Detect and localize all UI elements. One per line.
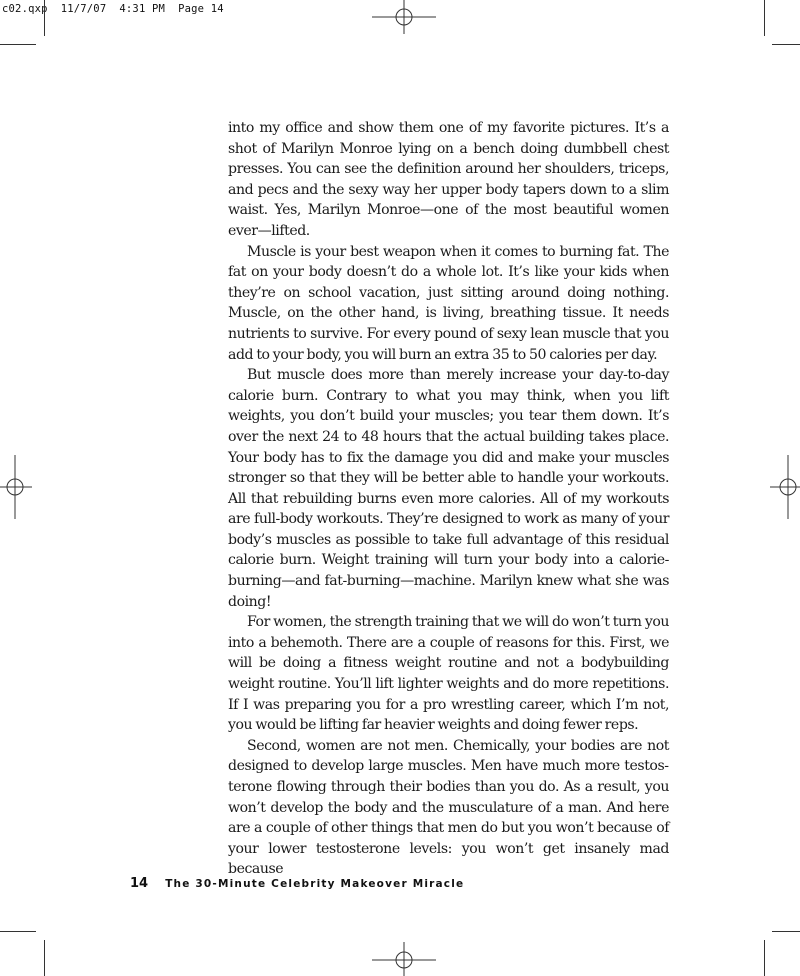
registration-mark-right bbox=[770, 455, 800, 519]
registration-mark-bottom bbox=[372, 942, 436, 976]
paragraph: For women, the strength training that we will do won’t turn you into a behemoth. There are a couple of reasons for this. First, we will be doing a fitness weight routine and not a bodybuilding weight routine. You’ll lift lighter weights and do more repetitions. If I was preparing you for a pro wrestling career, which I’m not, you would be lifting far heavier weights and doing fewer reps. bbox=[228, 614, 669, 734]
running-footer-title: The 30-Minute Celebrity Makeover Miracle bbox=[165, 878, 465, 890]
page-footer bbox=[130, 872, 464, 891]
registration-mark-top bbox=[372, 0, 436, 34]
paragraph: Second, women are not men. Chemically, your bodies are not designed to develop large muscles. Men have much more testosterone flowing through their bodies than you do. As a result, you won’t develop the body and the musculature of a man. And here are a couple of other things that men do but you won’t because of your lower testosterone levels: you won’t get insanely mad because bbox=[228, 737, 669, 878]
paragraph: But muscle does more than merely increase your day-to-day calorie burn. Contrary to what you may think, when you lift weights, you don’t build your muscles; you tear them down. It’s over the next 24 to 48 hours that the actual building takes place. Your body has to fix the damage you did and make your muscles stronger so that they will be better able to handle your workouts. All that rebuilding burns even more calories. All of my workouts are full-body workouts. They’re designed to work as many of your body’s muscles as possible to take full advantage of this residual calorie burn. Weight training will turn your body into a calorie-burning—and fat-burning—machine. Marilyn knew what she was doing! bbox=[228, 367, 669, 610]
page-number: 14 bbox=[130, 876, 149, 891]
print-slug-line: c02.qxp 11/7/07 4:31 PM Page 14 bbox=[2, 3, 224, 15]
body-text bbox=[228, 118, 669, 880]
registration-mark-left bbox=[0, 455, 32, 519]
paragraph: into my office and show them one of my favorite pictures. It’s a shot of Marilyn Monroe lying on a bench doing dumbbell chest presses. You can see the definition around her shoulders, triceps, and pecs and the sexy way her upper body tapers down to a slim waist. Yes, Marilyn Monroe—one of the most beautiful women ever—lifted. bbox=[228, 120, 669, 239]
paragraph: Muscle is your best weapon when it comes to burning fat. The fat on your body doesn’t do a whole lot. It’s like your kids when they’re on school vacation, just sitting around doing nothing. Muscle, on the other hand, is living, breathing tissue. It needs nutrients to survive. For every pound of sexy lean muscle that you add to your body, you will burn an extra 35 to 50 calories per day. bbox=[228, 243, 669, 363]
